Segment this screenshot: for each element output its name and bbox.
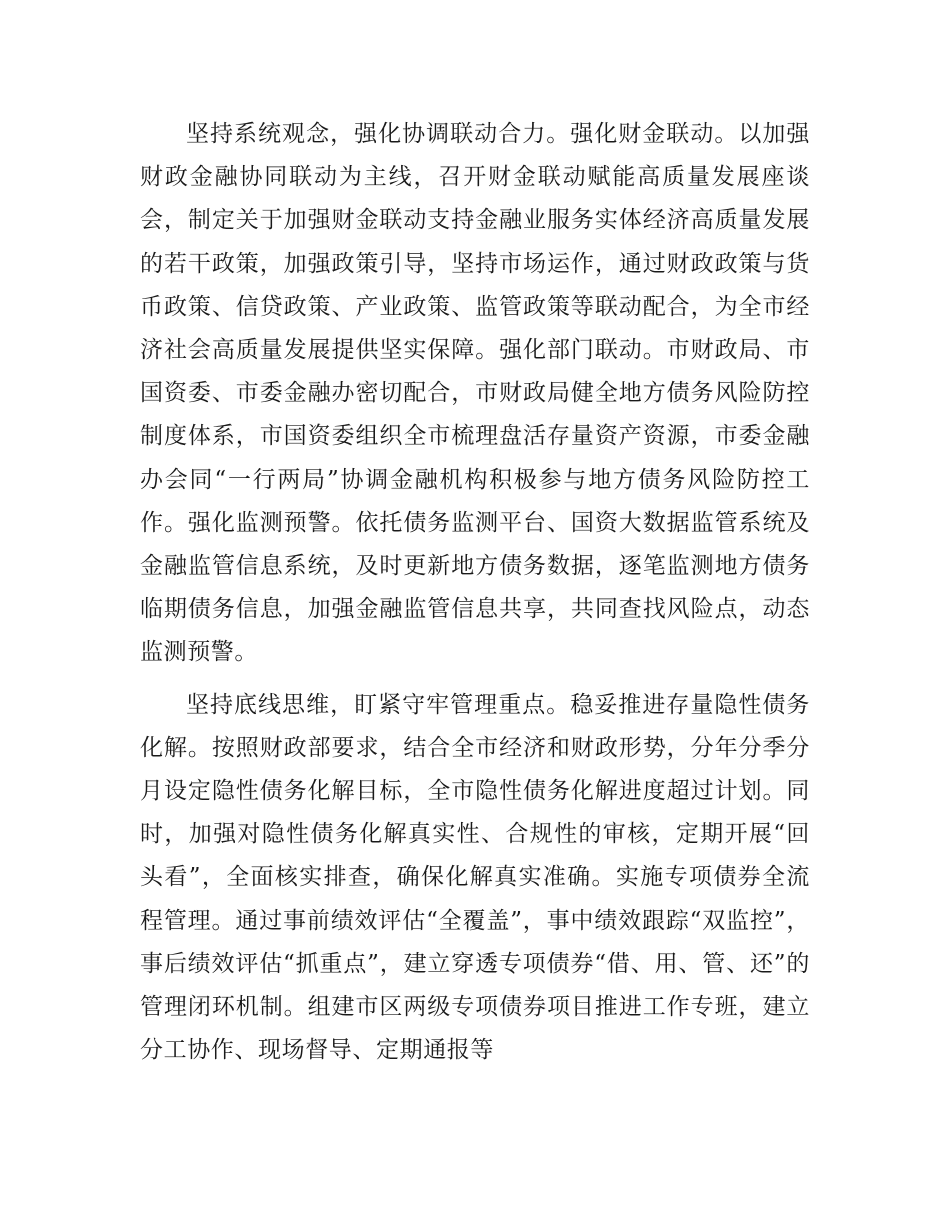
document-body xyxy=(140,113,810,1072)
paragraph-2: 坚持底线思维，盯紧守牢管理重点。稳妥推进存量隐性债务化解。按照财政部要求，结合全市经济和财政形势，分年分季分月设定隐性债务化解目标，全市隐性债务化解进度超过计划。同时，加强对隐性债务化解真实性、合规性的审核，定期开展“回头看”，全面核实排查，确保化解真实准确。实施专项债券全流程管理。通过事前绩效评估“全覆盖”，事中绩效跟踪“双监控”，事后绩效评估“抓重点”，建立穿透专项债券“借、用、管、还”的管理闭环机制。组建市区两级专项债券项目推进工作专班，建立分工协作、现场督导、定期通报等 xyxy=(140,691,810,1064)
paragraph-1: 坚持系统观念，强化协调联动合力。强化财金联动。以加强财政金融协同联动为主线，召开财金联动赋能高质量发展座谈会，制定关于加强财金联动支持金融业服务实体经济高质量发展的若干政策，加强政策引导，坚持市场运作，通过财政政策与货币政策、信贷政策、产业政策、监管政策等联动配合，为全市经济社会高质量发展提供坚实保障。强化部门联动。市财政局、市国资委、市委金融办密切配合，市财政局健全地方债务风险防控制度体系，市国资委组织全市梳理盘活存量资产资源，市委金融办会同“一行两局”协调金融机构积极参与地方债务风险防控工作。强化监测预警。依托债务监测平台、国资大数据监管系统及金融监管信息系统，及时更新地方债务数据，逐笔监测地方债务临期债务信息，加强金融监管信息共享，共同查找风险点，动态监测预警。 xyxy=(140,121,810,666)
